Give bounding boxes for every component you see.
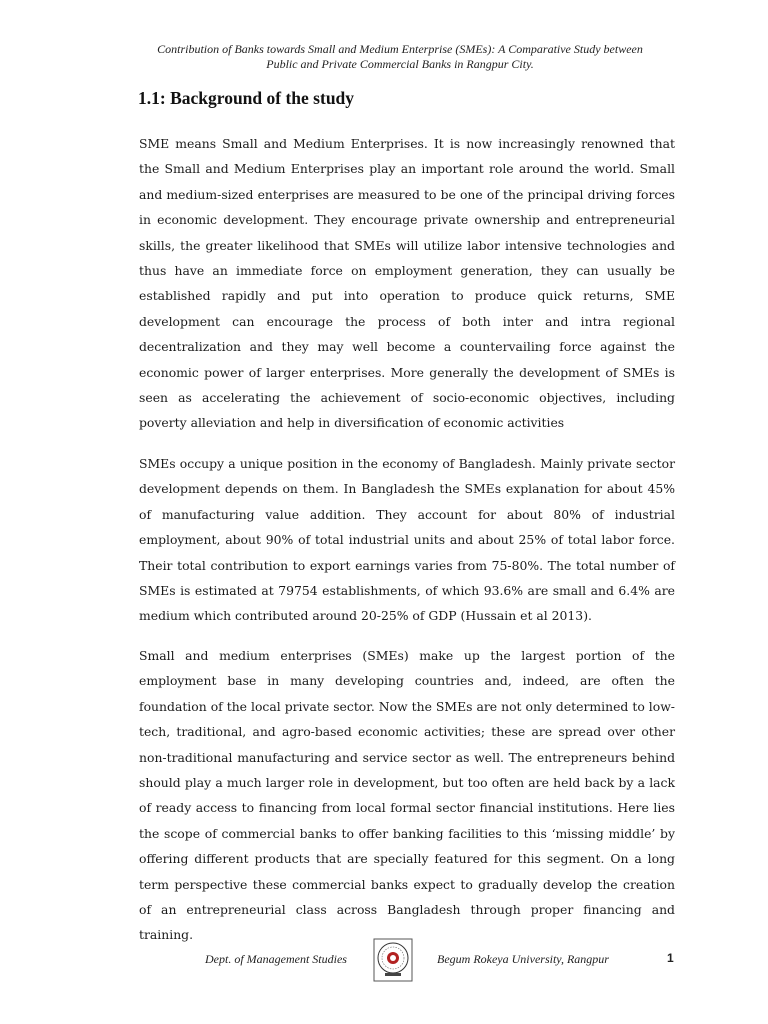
paragraph-sme-definition: SME means Small and Medium Enterprises. It is now increasingly renowned that the Small and Medium Enterprises play an important role around the world. Small and medium-sized enterprises are measured to be one of the principal driving forces in economic development. They encourage private ownership and entrepreneurial skills, the greater likelihood that SMEs will utilize labor intensive technologies and thus have an immediate force on employment generation, they can usually be established rapidly and put into operation to produce quick returns, SME development can encourage the process of both inter and intra regional decentralization and they may well become a countervailing force against the economic power of larger enterprises. More generally the development of SMEs is seen as accelerating the achievement of socio-economic objectives, including poverty alleviation and help in diversification of economic activities bbox=[139, 136, 675, 431]
section-heading: 1.1: Background of the study bbox=[138, 88, 355, 108]
university-seal-icon bbox=[373, 938, 413, 982]
page-number: 1 bbox=[667, 951, 674, 965]
running-header bbox=[120, 42, 680, 72]
page-footer bbox=[0, 944, 768, 984]
running-title-line2: Public and Private Commercial Banks in Rangpur City. bbox=[266, 57, 534, 71]
running-title-line1: Contribution of Banks towards Small and Medium Enterprise (SMEs): A Comparative Study between bbox=[157, 42, 643, 56]
paragraph-sme-employment: Small and medium enterprises (SMEs) make up the largest portion of the employment base in many developing countries and, indeed, are often the foundation of the local private sector. Now the SMEs are not only determined to low-tech, traditional, and agro-based economic activities; these are spread over other non-traditional manufacturing and service sector as well. The entrepreneurs behind should play a much larger role in development, but too often are held back by a lack of ready access to financing from local formal sector financial institutions. Here lies the scope of commercial banks to offer banking facilities to this ‘missing middle’ by offering different products that are specially featured for this segment. On a long term perspective these commercial banks expect to gradually develop the creation of an entrepreneurial class across Bangladesh through proper financing and training. bbox=[139, 648, 675, 943]
footer-university: Begum Rokeya University, Rangpur bbox=[437, 952, 609, 966]
footer-department: Dept. of Management Studies bbox=[205, 952, 347, 966]
paragraph-sme-bangladesh: SMEs occupy a unique position in the economy of Bangladesh. Mainly private sector development depends on them. In Bangladesh the SMEs explanation for about 45% of manufacturing value addition. They account for about 80% of industrial employment, about 90% of total industrial units and about 25% of total labor force. Their total contribution to export earnings varies from 75-80%. The total number of SMEs is estimated at 79754 establishments, of which 93.6% are small and 6.4% are medium which contributed around 20-25% of GDP (Hussain et al 2013). bbox=[139, 456, 675, 624]
